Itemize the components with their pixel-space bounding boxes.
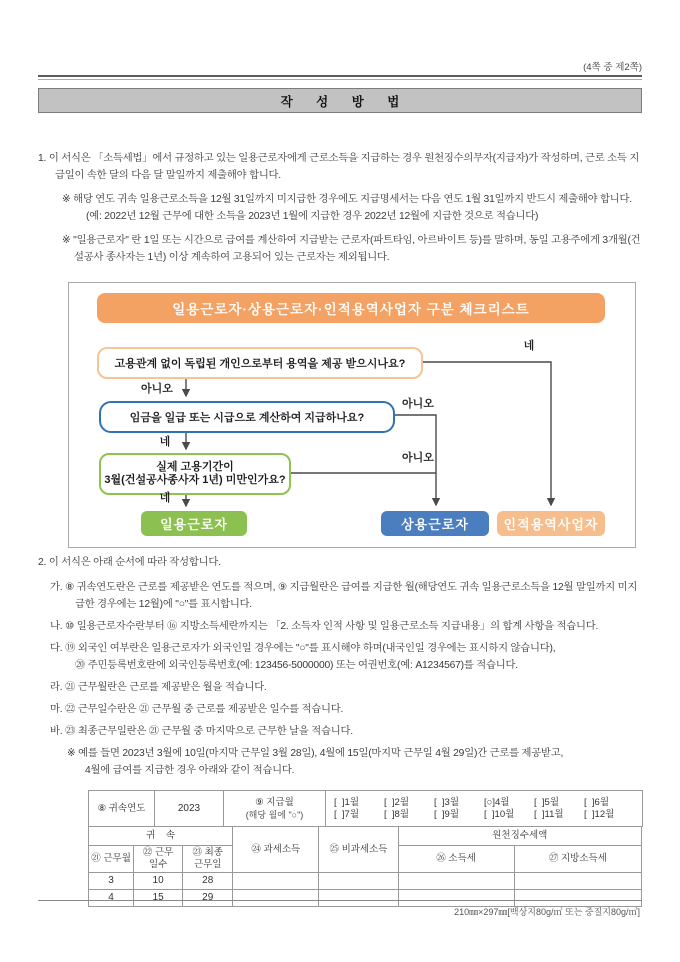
month-checkbox: [ ]3월: [434, 796, 460, 808]
col-nontaxable-income: ㉕ 비과세소득: [319, 827, 398, 873]
item-label: 다.: [50, 643, 63, 654]
example-table: [88, 790, 642, 907]
cell-nontaxable: [319, 890, 398, 907]
col-last-workday: [183, 846, 233, 873]
item-label: 마.: [50, 704, 63, 715]
section1-note-1: [44, 191, 644, 225]
cell-work-month: 4: [89, 890, 134, 907]
flowchart-question-2: 임금을 일급 또는 시급으로 계산하여 지급하나요?: [99, 401, 395, 433]
table-row: [89, 873, 642, 890]
col-work-days: [134, 846, 183, 873]
cell-local-tax: [514, 873, 641, 890]
cell-work-month: 3: [89, 873, 134, 890]
item-label: 나.: [50, 621, 63, 632]
cell-local-tax: [514, 890, 641, 907]
note-marker: ※: [62, 194, 71, 205]
result-daily-worker: 일용근로자: [141, 511, 247, 536]
page-title: 작 성 방 법: [280, 94, 410, 109]
item-text: ⑩ 일용근로자수란부터 ⑯ 지방소득세란까지는 「2. 소득자 인적 사항 및 일용근로소득 지급내용」의 합계 사항을 적습니다.: [65, 621, 599, 632]
cell-income-tax: [398, 890, 514, 907]
month-checkbox: [ ]1월: [334, 796, 360, 808]
col-income-tax: ㉖ 소득세: [398, 846, 514, 873]
cell-work-days: 10: [134, 873, 183, 890]
label-no-3: 아니오: [402, 452, 434, 464]
flowchart-title: 일용근로자·상용근로자·인적용역사업자 구분 체크리스트: [97, 293, 605, 323]
note2-text: "일용근로자" 란 1일 또는 시간으로 급여를 계산하여 지급받는 근로자(파트타임, 아르바이트 등)를 말하며, 동일 고용주에게 3개월(건설공사 종사자는 1년) 이상 계속하여 고용되어 있는 근로자는 제외됩니다.: [73, 235, 641, 263]
item-label: 바.: [50, 726, 63, 737]
col-taxable-income: ㉔ 과세소득: [233, 827, 319, 873]
q3-line1: 실제 고용기간이: [156, 461, 234, 473]
payment-month-label: [224, 791, 326, 827]
item-text: ⑧ 귀속연도란은 근로를 제공받은 연도를 적으며, ⑨ 지급월란은 급여를 지급한 월(해당연도 귀속 일용근로소득을 12월 말일까지 미지급한 경우에는 12월)에 "○"를 표시합니다.: [65, 582, 638, 610]
section2-item-ra: [50, 679, 644, 696]
label-yes-1: 네: [523, 340, 535, 352]
month-checkbox: [ ]6월: [584, 796, 610, 808]
col-work-month: ㉑ 근무월: [89, 846, 134, 873]
month-checkbox: [ ]12월: [584, 808, 615, 820]
item-label: 가.: [50, 582, 63, 593]
section1-paragraph: 1. 이 서식은 「소득세법」에서 규정하고 있는 일용근로자에게 근로소득을 지급하는 경우 원천징수의무자(지급자)가 작성하며, 근로 소득 지급일이 속한 달의 다음 달 말일까지 제출해야 합니다.: [38, 153, 640, 181]
cell-work-days: 15: [134, 890, 183, 907]
month-checkbox: [ ]9월: [434, 808, 460, 820]
month-checkbox: [ ]11월: [534, 808, 564, 820]
section2-item-ga: [50, 579, 644, 613]
attribution-year-label: ⑧ 귀속연도: [89, 791, 155, 827]
note-marker: ※: [62, 235, 71, 246]
top-divider: [38, 75, 642, 80]
col-work-days-l1: ㉒ 근무: [142, 847, 174, 858]
example-table-body: [88, 826, 642, 907]
col-local-income-tax: ㉗ 지방소득세: [514, 846, 641, 873]
item-text: ㉒ 근무일수란은 ㉑ 근무월 중 근로를 제공받은 일수를 적습니다.: [65, 704, 344, 715]
section-1: [38, 150, 644, 266]
label-yes-3: 네: [159, 492, 171, 504]
section2-item-na: [50, 618, 644, 635]
item-text: ㉓ 최종근무일란은 ㉑ 근무월 중 마지막으로 근무한 날을 적습니다.: [65, 726, 353, 737]
cell-taxable: [233, 873, 319, 890]
payment-month-checkboxes: [326, 791, 643, 827]
cell-last-workday: 28: [183, 873, 233, 890]
result-personal-service: 인적용역사업자: [497, 511, 605, 536]
label-yes-2: 네: [159, 436, 171, 448]
section2-item-ba: [50, 723, 644, 740]
section1-note-2: [44, 232, 644, 266]
label-no-1: 아니오: [141, 383, 173, 395]
item-label: 라.: [50, 682, 63, 693]
paper-spec-note: 210㎜×297㎜[백상지80g/㎡ 또는 중질지80g/㎡]: [454, 907, 640, 917]
item-text: ⑲ 외국인 여부란은 일용근로자가 외국인일 경우에는 "○"를 표시해야 하며(내국인일 경우에는 표시하지 않습니다),: [65, 643, 556, 654]
example-line1: ※ 예를 들면 2023년 3월에 10일(마지막 근무일 3월 28일), 4월에 15일(마지막 근무일 4월 29일)간 근로를 제공받고,: [67, 748, 564, 759]
example-table-header-row: [88, 790, 643, 827]
attribution-year-value: 2023: [155, 791, 224, 827]
page-number-indicator: (4쪽 중 제2쪽): [583, 62, 642, 73]
example-line2: 4월에 급여를 지급한 경우 아래와 같이 적습니다.: [85, 765, 295, 776]
col-last-workday-l1: ㉓ 최종: [192, 847, 223, 858]
result-regular-worker: 상용근로자: [381, 511, 489, 536]
note1-example: (예: 2022년 12월 근무에 대한 소득을 2023년 1월에 지급한 경우 2022년 12월에 지급한 것으로 적습니다): [86, 211, 539, 222]
col-last-workday-l2: 근무일: [193, 859, 222, 870]
section-header-bar: [38, 88, 642, 113]
flowchart-question-1: 고용관계 없이 독립된 개인으로부터 용역을 제공 받으시나요?: [97, 347, 423, 379]
payment-month-subtitle: (해당 월에 "○"): [245, 809, 304, 820]
bottom-divider: [38, 900, 642, 901]
item-text: ㉑ 근무월란은 근로를 제공받은 월을 적습니다.: [65, 682, 267, 693]
group-attribution: 귀 속: [89, 827, 233, 846]
section2-example-note: [67, 745, 644, 779]
month-checkbox: [ ]2월: [384, 796, 410, 808]
section2-item-ma: [50, 701, 644, 718]
month-checkbox: [ ]8월: [384, 808, 410, 820]
section2-item-da: [50, 640, 644, 674]
classification-flowchart: [68, 282, 636, 548]
section2-heading: 2. 이 서식은 아래 순서에 따라 작성합니다.: [38, 557, 221, 568]
q3-line2: 3월(건설공사종사자 1년) 미만인가요?: [104, 474, 286, 486]
note1-text: 해당 연도 귀속 일용근로소득을 12월 31일까지 미지급한 경우에도 지급명세서는 다음 연도 1월 31일까지 반드시 제출해야 합니다.: [73, 194, 632, 205]
group-withholding-tax: 원천징수세액: [398, 827, 641, 846]
cell-nontaxable: [319, 873, 398, 890]
payment-month-title: ⑨ 지급월: [255, 796, 294, 808]
month-checkbox: [ ]7월: [334, 808, 360, 820]
month-checkbox: [ ]5월: [534, 796, 560, 808]
month-checkbox-checked: [○]4월: [484, 796, 510, 808]
col-work-days-l2: 일수: [148, 859, 168, 870]
label-no-2: 아니오: [402, 398, 434, 410]
cell-last-workday: 29: [183, 890, 233, 907]
month-checkbox: [ ]10월: [484, 808, 515, 820]
cell-taxable: [233, 890, 319, 907]
table-row: [89, 890, 642, 907]
item-text-line2: ⑳ 주민등록번호란에 외국인등록번호(예: 123456-5000000) 또는 여권번호(예: A1234567)를 적습니다.: [75, 660, 518, 671]
flowchart-question-3: [99, 453, 291, 495]
section-2: [38, 554, 644, 779]
cell-income-tax: [398, 873, 514, 890]
